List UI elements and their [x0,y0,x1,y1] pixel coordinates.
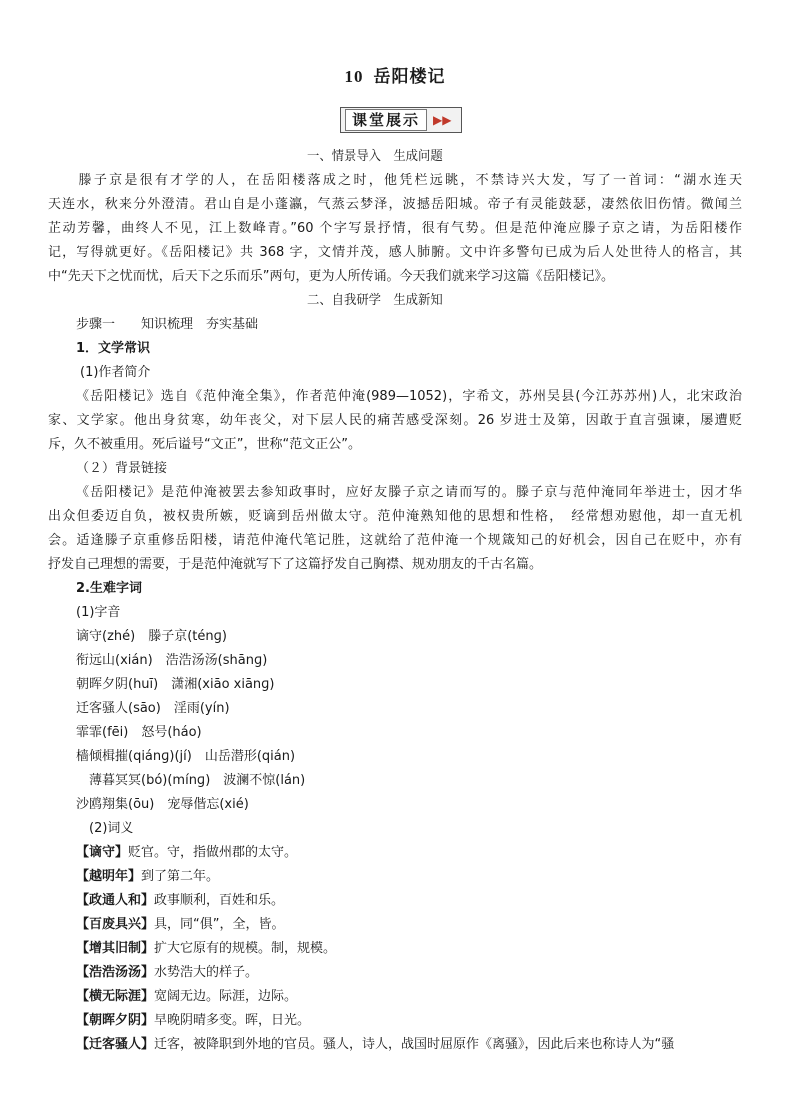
meaning-term: 【谪守】 [76,845,129,860]
meaning-definition: 到了第二年。 [141,869,220,884]
subheading-pronunciation: (1)字音 [76,605,121,620]
pronunciation-line: 沙鸥翔集(ōu) 宠辱偕忘(xié) [76,797,249,812]
pronunciation-line: 衔远山(xián) 浩浩汤汤(shānɡ) [76,653,268,668]
meaning-term: 【增其旧制】 [76,941,155,956]
paragraph-line: 中“先天下之忧而忧，后天下之乐而乐”两句，更为人所传诵。今天我们就来学习这篇《岳阳楼记》。 [48,269,614,284]
meaning-entry [76,940,336,958]
meaning-term: 【政通人和】 [76,893,155,908]
pronunciation-line: 薄暮冥冥(bó)(mínɡ) 波澜不惊(lán) [76,773,306,788]
step-heading: 步骤一 知识梳理 夯实基础 [76,317,259,332]
background-line: 出众但委迈自负，被权贵所嫉，贬谪到岳州做太守。范仲淹熟知他的思想和性格， 经常想劝慰他，却一直无机 [48,509,742,524]
item-vocabulary: 2.生难字词 [76,581,142,596]
meaning-entry [76,844,297,862]
item-literary-knowledge: 1．文学常识 [76,341,151,356]
meaning-term: 【横无际涯】 [76,989,155,1004]
meaning-definition: 扩大它原有的规模。制，规模。 [154,941,337,956]
meaning-definition: 迁客，被降职到外地的官员。骚人，诗人，战国时屈原作《离骚》，因此后来也称诗人为“骚 [154,1037,675,1052]
meaning-entry [76,892,284,910]
meaning-entry [76,868,219,886]
section1-heading: 一、情景导入 生成问题 [306,149,443,164]
section2-heading: 二、自我研学 生成新知 [306,293,443,308]
pronunciation-line: 迁客骚人(sāo) 淫雨(yín) [76,701,230,716]
background-line: 《岳阳楼记》是范仲淹被罢去参知政事时，应好友滕子京之请而写的。滕子京与范仲淹同年举进士，因才华 [76,485,742,500]
subheading-meaning: (2)词义 [76,821,134,836]
paragraph-line: 记，写得就更好。《岳阳楼记》共 368 字，文情并茂，感人肺腑。文中许多警句已成为后人处世待人的格言，其 [48,245,742,260]
meaning-entry [76,988,297,1006]
background-line: 会。适逢滕子京重修岳阳楼，请范仲淹代笔记胜，这就给了范仲淹一个规箴知己的好机会，因自己在贬中，亦有 [48,533,742,548]
pronunciation-line: 樯倾楫摧(qiánɡ)(jí) 山岳潜形(qián) [76,749,296,764]
meaning-definition: 水势浩大的样子。 [154,965,259,980]
lesson-number: 10 [344,67,364,86]
lesson-title [0,62,790,87]
paragraph-line: 芷动芳馨，曲终人不见，江上数峰青。”60 个字写景抒情，很有气势。但是范仲淹应滕子京之请，为岳阳楼作 [48,221,742,236]
meaning-definition: 早晚阴晴多变。晖，日光。 [154,1013,311,1028]
pronunciation-line: 霏霏(fēi) 怒号(háo) [76,725,202,740]
meaning-term: 【百废具兴】 [76,917,155,932]
meaning-entry [76,1036,674,1054]
meaning-term: 【朝晖夕阴】 [76,1013,155,1028]
author-line: 家、文学家。他出身贫寒，幼年丧父，对下层人民的痛苦感受深刻。26 岁进士及第，因敢于直言强谏，屡遭贬 [48,413,742,428]
meaning-entry [76,916,285,934]
background-line: 抒发自己理想的需要，于是范仲淹就写下了这篇抒发自己胸襟、规劝朋友的千古名篇。 [48,557,543,572]
meaning-definition: 宽阔无边。际涯，边际。 [154,989,298,1004]
meaning-definition: 贬官。守，指做州郡的太守。 [128,845,298,860]
meaning-entry [76,964,258,982]
meaning-term: 【越明年】 [76,869,142,884]
meaning-entry [76,1012,310,1030]
meaning-definition: 具，同“俱”，全，皆。 [154,917,285,932]
author-line: 斥，久不被重用。死后谥号“文正”，世称“范文正公”。 [48,437,361,452]
badge-label: 课堂展示 [345,109,427,131]
subheading-background: （２）背景链接 [76,461,168,476]
pronunciation-line: 朝晖夕阴(huī) 潇湘(xiāo xiānɡ) [76,677,275,692]
lesson-name: 岳阳楼记 [373,67,446,87]
subheading-author: (1)作者简介 [80,365,151,380]
meaning-term: 【迁客骚人】 [76,1037,155,1052]
meaning-definition: 政事顺利，百姓和乐。 [154,893,285,908]
author-line: 《岳阳楼记》选自《范仲淹全集》，作者范仲淹(989—1052)，字希文，苏州吴县(今江苏苏州)人，北宋政治 [76,389,742,404]
meaning-term: 【浩浩汤汤】 [76,965,155,980]
section-badge [340,107,462,133]
double-arrow-icon: ▶▶ [433,113,452,127]
pronunciation-line: 谪守(zhé) 滕子京(ténɡ) [76,629,227,644]
paragraph-line: 滕子京是很有才学的人，在岳阳楼落成之时，他凭栏远眺，不禁诗兴大发，写了一首词：“湖水连天 [48,173,742,188]
paragraph-line: 天连水，秋来分外澄清。君山自是小蓬瀛，气蒸云梦泽，波撼岳阳城。帝子有灵能鼓瑟，凄然依旧伤情。微闻兰 [48,197,742,212]
